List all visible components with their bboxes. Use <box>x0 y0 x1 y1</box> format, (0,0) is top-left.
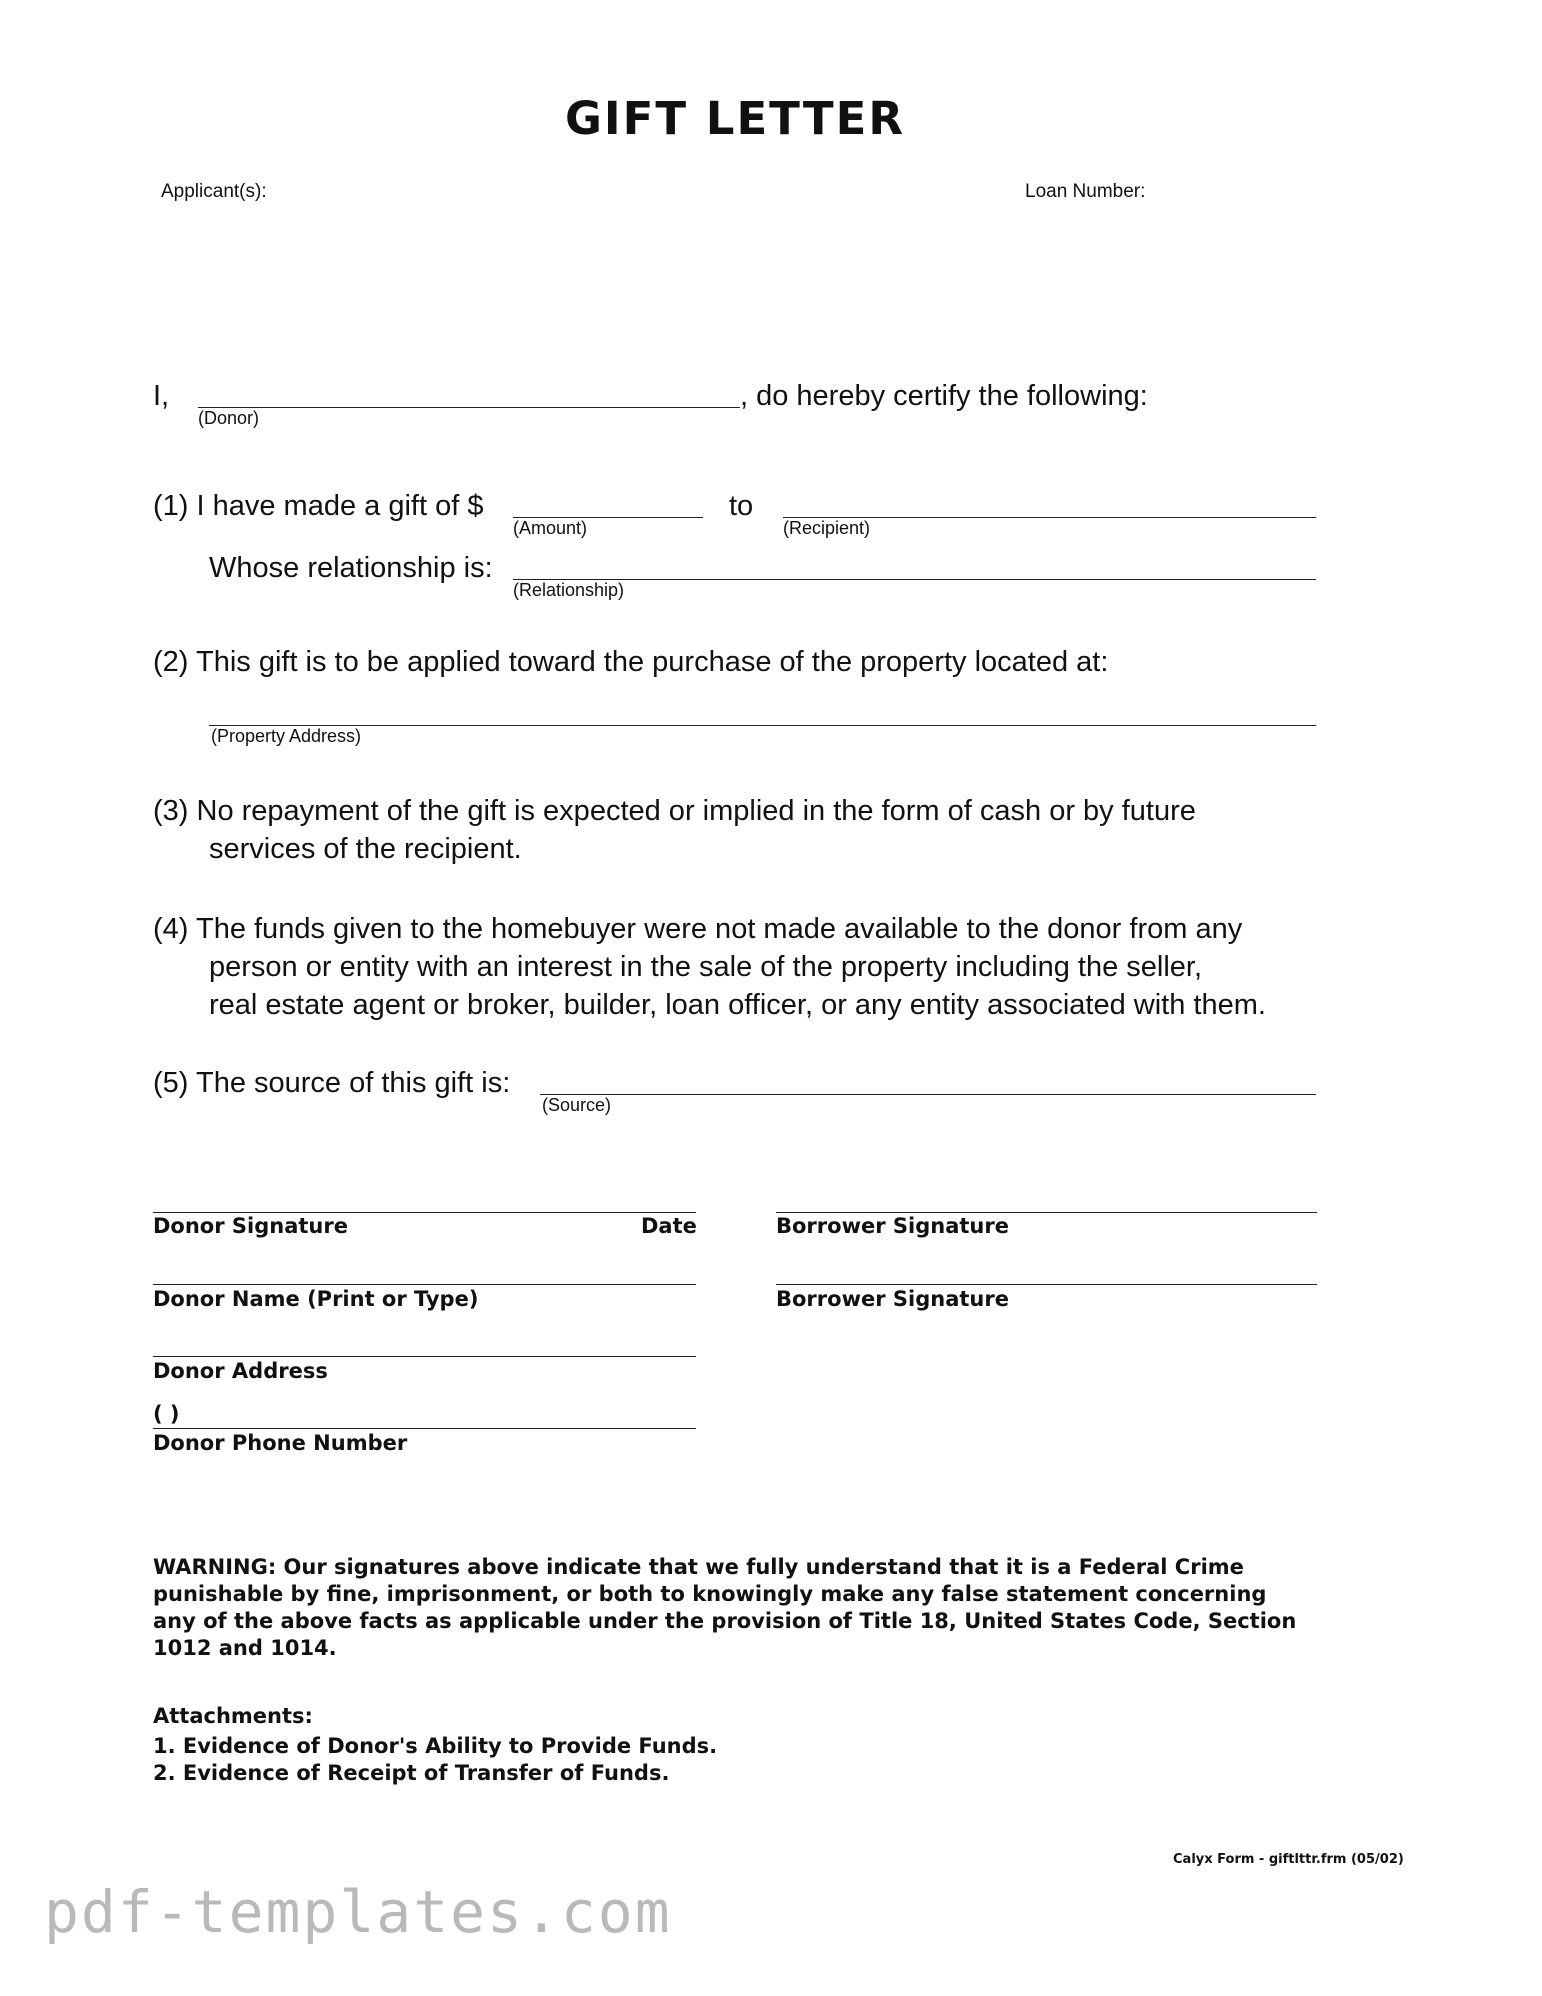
loan-number-label: Loan Number: <box>1025 181 1146 202</box>
watermark: pdf-templates.com <box>44 1878 672 1946</box>
donor-field-line[interactable] <box>198 407 740 408</box>
recipient-caption: (Recipient) <box>783 518 871 538</box>
relationship-field-line[interactable] <box>513 579 1316 580</box>
form-footer: Calyx Form - giftlttr.frm (05/02) <box>1173 1852 1404 1867</box>
donor-signature-line[interactable] <box>153 1212 696 1213</box>
donor-address-label: Donor Address <box>153 1359 328 1383</box>
borrower-signature-1-label: Borrower Signature <box>776 1214 1009 1238</box>
donor-name-label: Donor Name (Print or Type) <box>153 1287 479 1311</box>
item2-text: (2) This gift is to be applied toward the purchase of the property located at: <box>153 646 1109 678</box>
attachment-item: 1. Evidence of Donor's Ability to Provide Funds. <box>153 1734 718 1758</box>
certify-prefix: I, <box>153 380 170 412</box>
item4-line2: person or entity with an interest in the sale of the property including the seller, <box>209 951 1203 983</box>
borrower-signature-2-label: Borrower Signature <box>776 1287 1009 1311</box>
item4-line3: real estate agent or broker, builder, loan officer, or any entity associated with them. <box>209 989 1266 1021</box>
attachment-item: 2. Evidence of Receipt of Transfer of Funds. <box>153 1761 670 1785</box>
item5-text: (5) The source of this gift is: <box>153 1067 511 1099</box>
attachments-heading: Attachments: <box>153 1704 313 1728</box>
property-address-caption: (Property Address) <box>211 726 362 746</box>
item1-to: to <box>729 490 754 522</box>
donor-name-line[interactable] <box>153 1284 696 1285</box>
amount-caption: (Amount) <box>513 518 588 538</box>
item3-line2: services of the recipient. <box>209 833 522 865</box>
phone-area-code-parens: ( ) <box>153 1402 180 1426</box>
property-address-field-line[interactable] <box>209 725 1316 726</box>
donor-phone-label: Donor Phone Number <box>153 1431 408 1455</box>
date-label: Date <box>641 1214 697 1238</box>
donor-phone-line[interactable] <box>153 1428 696 1429</box>
applicants-label: Applicant(s): <box>161 181 267 202</box>
item3-line1: (3) No repayment of the gift is expected or implied in the form of cash or by future <box>153 795 1196 827</box>
item4-line1: (4) The funds given to the homebuyer were not made available to the donor from any <box>153 913 1243 945</box>
donor-caption: (Donor) <box>198 408 260 428</box>
relationship-text: Whose relationship is: <box>209 552 493 584</box>
borrower-signature-2-line[interactable] <box>776 1284 1317 1285</box>
page-title: GIFT LETTER <box>564 92 905 145</box>
borrower-signature-1-line[interactable] <box>776 1212 1317 1213</box>
donor-address-line[interactable] <box>153 1356 696 1357</box>
source-caption: (Source) <box>542 1095 612 1115</box>
relationship-caption: (Relationship) <box>513 580 625 600</box>
item1-text: (1) I have made a gift of $ <box>153 490 484 522</box>
certify-suffix: , do hereby certify the following: <box>740 380 1148 412</box>
warning-text: WARNING: Our signatures above indicate that we fully understand that it is a Federal Crime punishable by fine, imprisonment, or both to knowingly make any false statement concerning any of the above facts as applicable under the provision of Title 18, United States Code, Section 1012 and 1014. <box>153 1555 1297 1660</box>
donor-signature-label: Donor Signature <box>153 1214 348 1238</box>
source-field-line[interactable] <box>540 1094 1316 1095</box>
